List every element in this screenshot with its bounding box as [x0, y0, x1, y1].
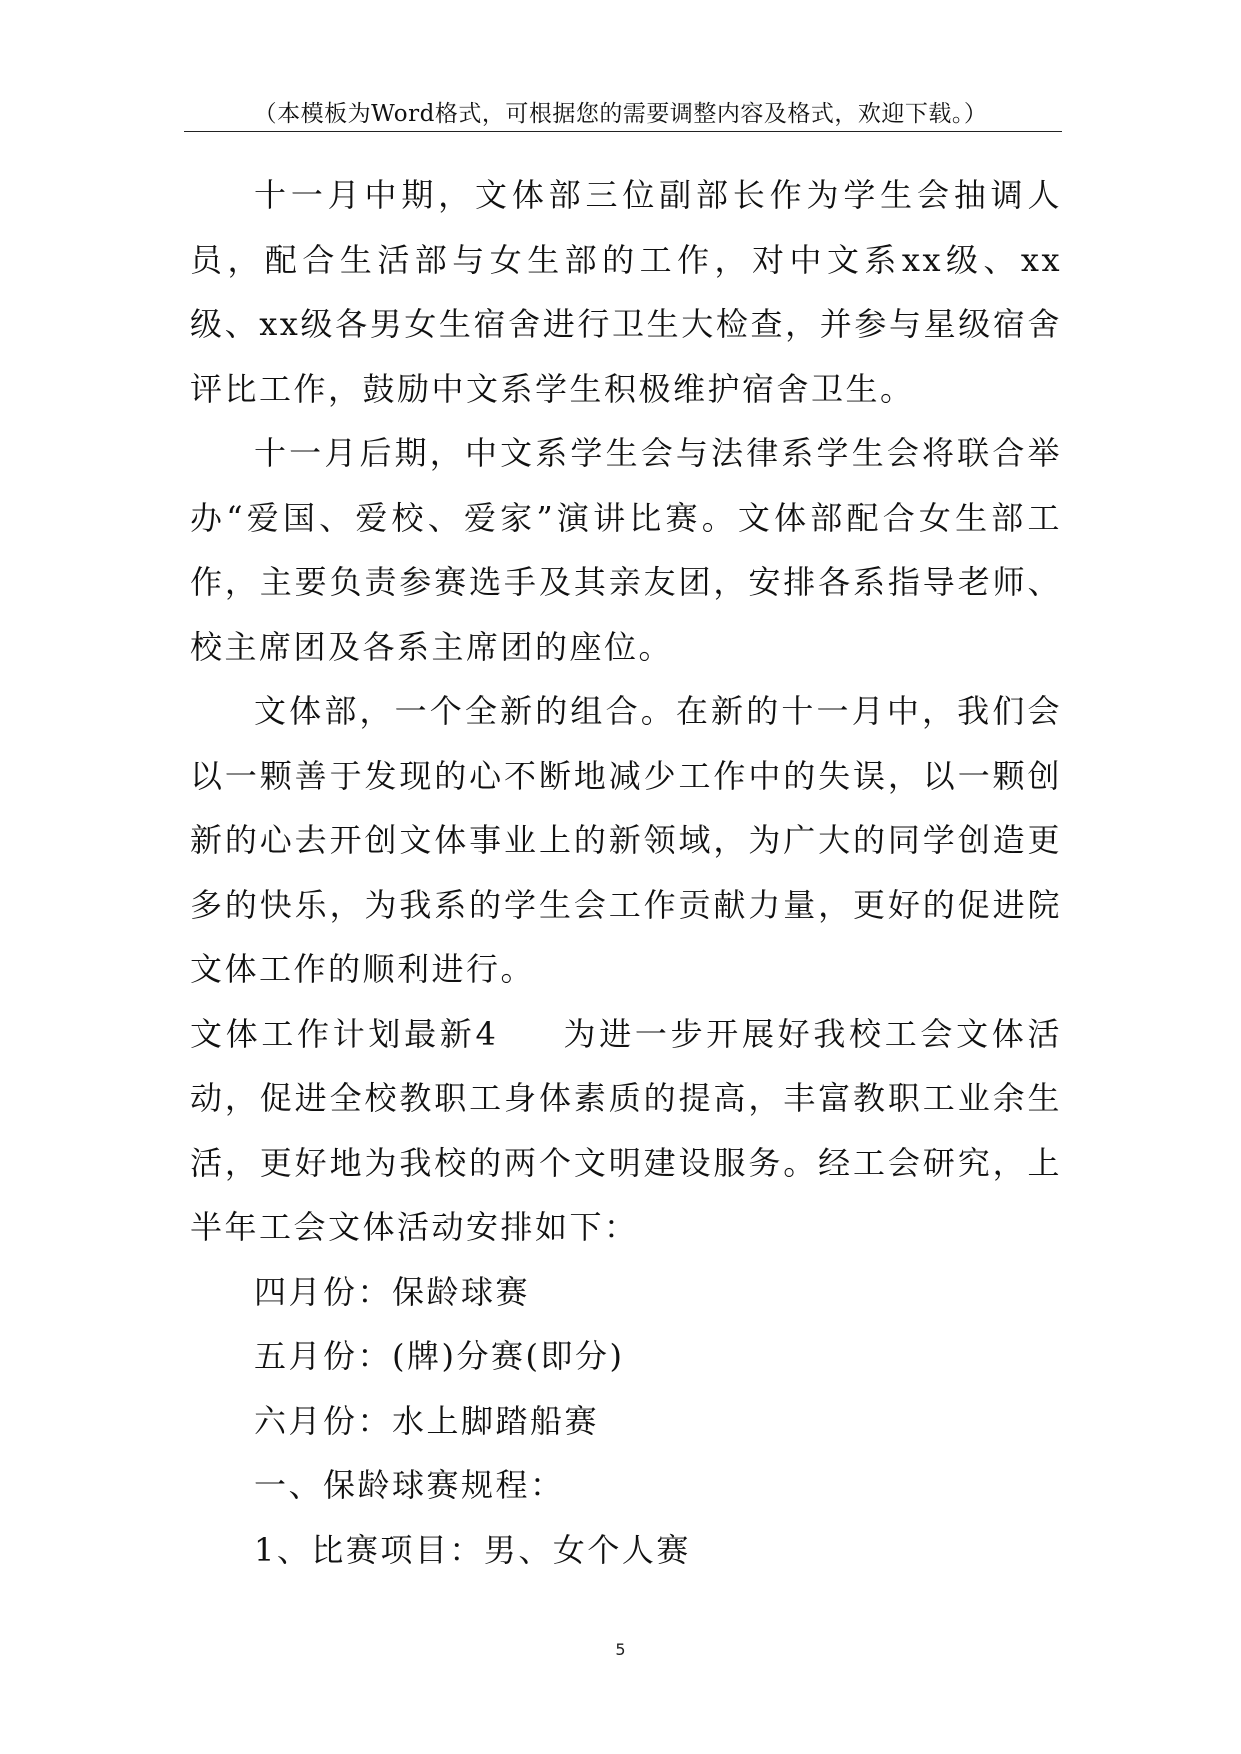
- rules-heading: 一、保龄球赛规程：: [254, 1466, 565, 1504]
- schedule-april: 四月份：保龄球赛: [254, 1272, 531, 1311]
- page-number: 5: [615, 1640, 626, 1659]
- rules-item-1: 1、比赛项目：男、女个人赛: [254, 1530, 691, 1569]
- paragraph-mid-november: 十一月中期，文体部三位副部长作为学生会抽调人员，配合生活部与女生部的工作，对中文系xx级、xx级、xx级各男女生宿舍进行卫生大检查，并参与星级宿舍评比工作，鼓励中文系学生积极维护宿舍卫生。: [190, 176, 1062, 408]
- schedule-june: 六月份：水上脚踏船赛: [254, 1401, 600, 1440]
- section-title: 文体工作计划最新4: [190, 1014, 499, 1053]
- section-intro: 为进一步开展好我校工会文体活动，促进全校教职工身体素质的提高，丰富教职工业余生活，更好地为我校的两个文明建设服务。经工会研究，上半年工会文体活动安排如下：: [190, 1014, 1062, 1246]
- document-body: [190, 163, 1062, 1582]
- header-divider: [184, 131, 1062, 132]
- paragraph-department-outlook: 文体部，一个全新的组合。在新的十一月中，我们会以一颗善于发现的心不断地减少工作中的失误，以一颗创新的心去开创文体事业上的新领域，为广大的同学创造更多的快乐，为我系的学生会工作贡献力量，更好的促进院文体工作的顺利进行。: [190, 692, 1062, 988]
- template-notice: （本模板为Word格式，可根据您的需要调整内容及格式，欢迎下载。）: [253, 101, 988, 127]
- section-paragraph: [190, 1002, 1062, 1260]
- schedule-may: 五月份：(牌)分赛(即分): [254, 1337, 625, 1375]
- paragraph-late-november: 十一月后期，中文系学生会与法律系学生会将联合举办“爱国、爱校、爱家”演讲比赛。文体部配合女生部工作，主要负责参赛选手及其亲友团，安排各系指导老师、校主席团及各系主席团的座位。: [190, 434, 1062, 666]
